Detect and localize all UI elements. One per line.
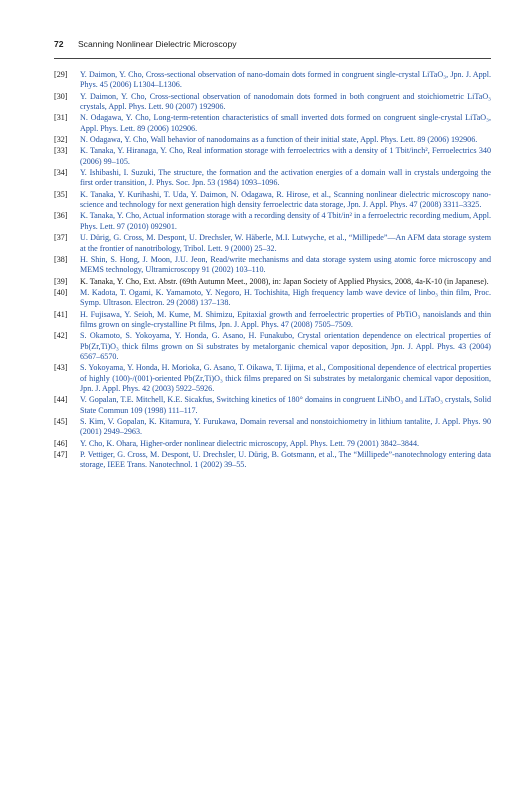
reference-item	[54, 211, 491, 232]
reference-item	[54, 395, 491, 416]
reference-number: [33]	[54, 146, 68, 156]
reference-number: [39]	[54, 276, 68, 286]
reference-number: [35]	[54, 189, 68, 199]
reference-item	[54, 233, 491, 254]
header-rule	[54, 58, 491, 59]
running-title: Scanning Nonlinear Dielectric Microscopy	[77, 39, 237, 49]
reference-item	[54, 146, 491, 167]
reference-text[interactable]: Y. Cho, K. Ohara, Higher-order nonlinear dielectric microscopy, Appl. Phys. Lett. 79 (2001) 3842–3844.	[80, 438, 420, 448]
reference-text[interactable]: K. Tanaka, Y. Hiranaga, Y. Cho, Real information storage with ferroelectrics with a density of 1 Tbit/inch², Ferroelectrics 340 (2006) 99–105.	[80, 146, 491, 166]
reference-item	[54, 310, 491, 331]
reference-list	[54, 70, 491, 472]
reference-item	[54, 450, 491, 471]
reference-number: [29]	[54, 70, 68, 79]
reference-item	[54, 168, 491, 189]
reference-number: [40]	[54, 287, 68, 297]
reference-text[interactable]: H. Fujisawa, Y. Seioh, M. Kume, M. Shimizu, Epitaxial growth and ferroelectric properties of PbTiO₃ nanoislands and thin films grown on single-crystalline Pt films, Jpn. J. Appl. Phys. 47 (2008) 7505–7509.	[80, 309, 491, 329]
reference-text[interactable]: K. Tanaka, Y. Kurihashi, T. Uda, Y. Daimon, N. Odagawa, R. Hirose, et al., Scanning nonlinear dielectric microscopy nano-science and technology for next generation high density ferroelectric data storage, Jpn. J. Appl. Phys. 47 (2008) 3311–3325.	[80, 189, 491, 210]
reference-number: [42]	[54, 331, 68, 341]
running-header	[54, 39, 491, 53]
page-number: 72	[54, 39, 64, 49]
reference-number: [38]	[54, 254, 68, 264]
reference-text[interactable]: K. Tanaka, Y. Cho, Actual information storage with a recording density of 4 Tbit/in² in a ferroelectric recording medium, Appl. Phys. Lett. 97 (2010) 092901.	[80, 211, 491, 231]
reference-text[interactable]: N. Odagawa, Y. Cho, Long-term-retention characteristics of small inverted dots formed on congruent single-crystal LiTaO₃, Appl. Phys. Lett. 89 (2006) 102906.	[80, 113, 491, 133]
reference-item	[54, 277, 491, 287]
reference-text[interactable]: N. Odagawa, Y. Cho, Wall behavior of nanodomains as a function of their initial state, Appl. Phys. Lett. 89 (2006) 192906.	[80, 135, 478, 145]
reference-item	[54, 255, 491, 276]
reference-number: [36]	[54, 211, 68, 221]
reference-text[interactable]: S. Yokoyama, Y. Honda, H. Morioka, G. Asano, T. Oikawa, T. Iijima, et al., Compositional dependence of electrical properties of highly (100)-/(001)-oriented Pb(Zr,Ti)O₃ thick films prepared on Si substrates by metalorganic chemical vapor deposition, Jpn. J. Appl. Phys. 42 (2003) 5922–5926.	[80, 363, 491, 393]
reference-number: [34]	[54, 168, 68, 178]
reference-item	[54, 417, 491, 438]
reference-item	[54, 113, 491, 134]
reference-text[interactable]: P. Vettiger, G. Cross, M. Despont, U. Drechsler, U. Dürig, B. Gotsmann, et al., The “Millipede”-nanotechnology entering data storage, IEEE Trans. Nanotechnol. 1 (2002) 39–55.	[80, 450, 491, 470]
reference-text[interactable]: U. Dürig, G. Cross, M. Despont, U. Drechsler, W. Häberle, M.I. Lutwyche, et al., “Millipede”—An AFM data storage system at the frontier of nanotribology, Tribol. Lett. 9 (2000) 25–32.	[80, 233, 491, 253]
reference-item	[54, 439, 491, 449]
reference-item	[54, 190, 491, 211]
reference-item	[54, 92, 491, 113]
reference-number: [47]	[54, 450, 68, 460]
reference-number: [44]	[54, 395, 68, 405]
reference-text: K. Tanaka, Y. Cho, Ext. Abstr. (69th Autumn Meet., 2008), in: Japan Society of Applied Physics, 2008, 4a-K-10 (in Japanese).	[80, 276, 489, 286]
reference-text[interactable]: M. Kadota, T. Ogami, K. Yamamoto, Y. Negoro, H. Tochishita, High frequency lamb wave device of linbo₃ thin film, Proc. Symp. Ultrason. Electron. 29 (2008) 137–138.	[80, 287, 491, 308]
reference-item	[54, 288, 491, 309]
reference-item	[54, 70, 491, 91]
reference-number: [37]	[54, 233, 68, 243]
reference-number: [41]	[54, 309, 68, 319]
reference-number: [46]	[54, 438, 68, 448]
reference-number: [45]	[54, 417, 68, 426]
reference-text[interactable]: V. Gopalan, T.E. Mitchell, K.E. Sicakfus, Switching kinetics of 180° domains in congruent LiNbO₃ and LiTaO₃ crystals, Solid State Commun 109 (1998) 111–117.	[80, 395, 491, 415]
reference-item	[54, 135, 491, 145]
reference-text[interactable]: Y. Ishibashi, I. Suzuki, The structure, the formation and the activation energies of a domain wall in crystals undergoing the first order transition, J. Phys. Soc. Jpn. 53 (1984) 1093–1096.	[80, 168, 491, 188]
reference-text[interactable]: H. Shin, S. Hong, J. Moon, J.U. Jeon, Read/write mechanisms and data storage system using atomic force microscopy and MEMS technology, Ultramicroscopy 91 (2002) 103–110.	[80, 254, 491, 275]
reference-number: [30]	[54, 91, 68, 101]
reference-number: [31]	[54, 113, 68, 123]
reference-number: [32]	[54, 135, 68, 145]
reference-text[interactable]: Y. Daimon, Y. Cho, Cross-sectional observation of nanodomain dots formed in both congruent and stoichiometric LiTaO₃ crystals, Appl. Phys. Lett. 90 (2007) 192906.	[80, 91, 491, 112]
reference-item	[54, 331, 491, 362]
reference-text[interactable]: Y. Daimon, Y. Cho, Cross-sectional observation of nano-domain dots formed in congruent single-crystal LiTaO₃, Jpn. J. Appl. Phys. 45 (2006) L1304–L1306.	[80, 70, 491, 90]
reference-number: [43]	[54, 363, 68, 373]
reference-text[interactable]: S. Kim, V. Gopalan, K. Kitamura, Y. Furukawa, Domain reversal and nonstoichiometry in lithium tantalite, J. Appl. Phys. 90 (2001) 2949–2963.	[80, 417, 491, 437]
reference-text[interactable]: S. Okamoto, S. Yokoyama, Y. Honda, G. Asano, H. Funakubo, Crystal orientation dependence on electrical properties of Pb(Zr,Ti)O₃ thick films grown on Si substrates by metalorganic chemical vapor deposition, Jpn. J. Appl. Phys. 43 (2004) 6567–6570.	[80, 331, 491, 361]
reference-item	[54, 363, 491, 394]
